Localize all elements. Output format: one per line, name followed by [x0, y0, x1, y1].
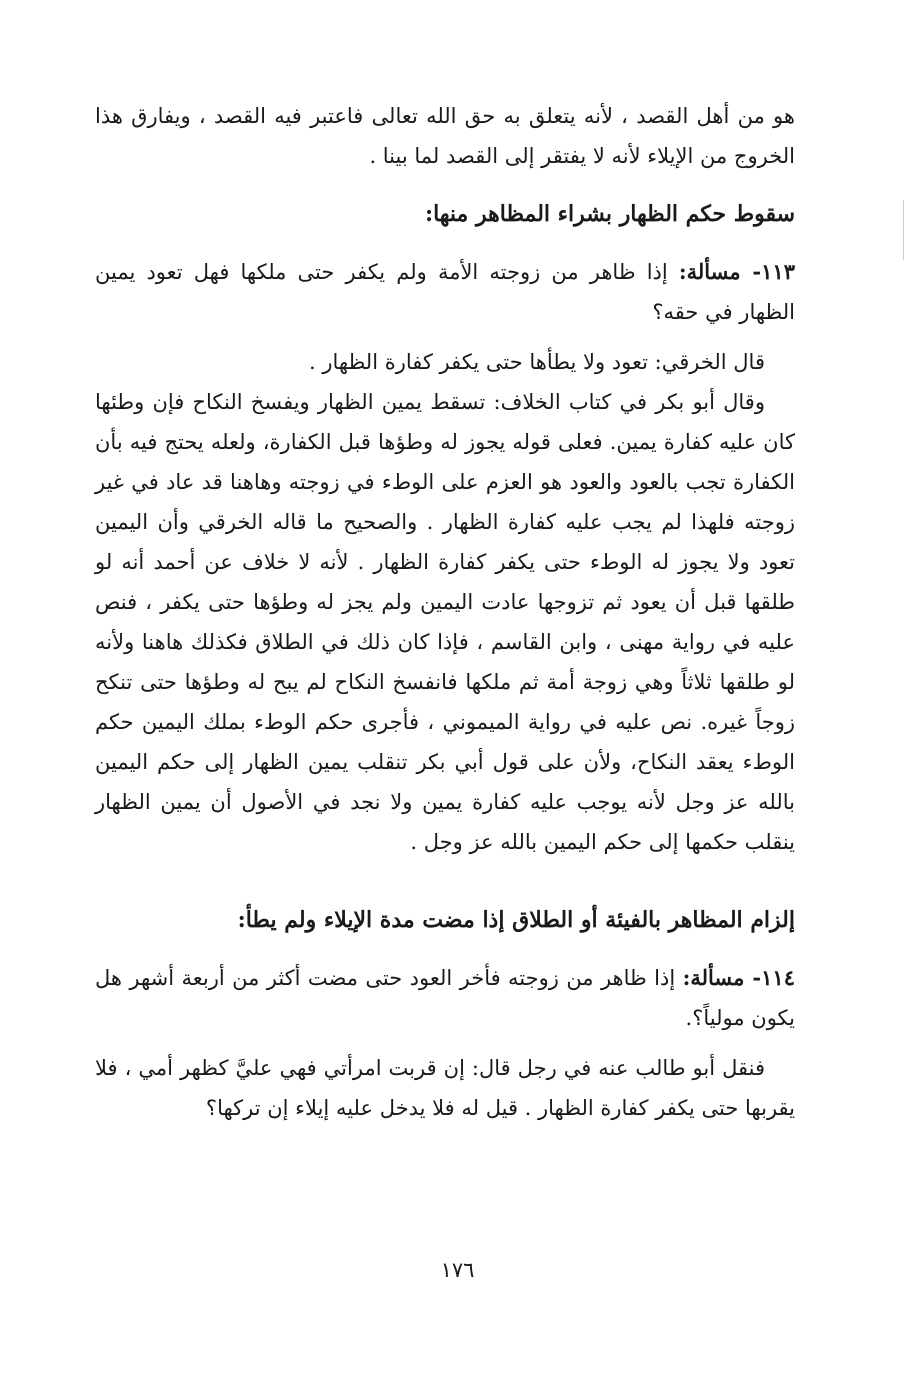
page-body — [95, 96, 795, 1128]
paragraph-abu-talib: فنقل أبو طالب عنه في رجل قال: إن قربت امرأتي فهي عليَّ كظهر أمي ، فلا يقربها حتى يكفر كفارة الظهار . قيل له فلا يدخل عليه إيلاء إن تركها؟ — [95, 1056, 795, 1120]
section-heading-2: إلزام المظاهر بالفيئة أو الطلاق إذا مضت مدة الإيلاء ولم يطأ: — [237, 907, 795, 933]
question-114-text: إذا ظاهر من زوجته فأخر العود حتى مضت أكثر من أربعة أشهر هل يكون مولياً؟. — [95, 966, 795, 1030]
paragraph-abu-bakr: وقال أبو بكر في كتاب الخلاف: تسقط يمين الظهار ويفسخ النكاح فإن وطئها كان عليه كفارة يمين. فعلى قوله يجوز له وطؤها قبل الكفارة، ولعله يحتج فيه بأن الكفارة تجب بالعود والعود هو العزم على الوطء في زوجته وهاهنا قد عاد في غير زوجته فلهذا لم يجب عليه كفارة الظهار . والصحيح ما قاله الخرقي وأن اليمين تعود ولا يجوز له الوطء حتى يكفر كفارة الظهار . لأنه لا خلاف عن أحمد أنه لو طلقها قبل أن يعود ثم تزوجها عادت اليمين ولم يجز له وطؤها حتى يكفر ، فنص عليه في رواية مهنى ، وابن القاسم ، فإذا كان ذلك في الطلاق فكذلك هاهنا ولأنه لو طلقها ثلاثاً وهي زوجة أمة ثم ملكها فانفسخ النكاح لم يبح له وطؤها حتى تنكح زوجاً غيره. نص عليه في رواية الميموني ، فأجرى حكم الوطء بملك اليمين حكم الوطء يعقد النكاح، ولأن على قول أبي بكر تنقلب يمين الظهار إلى حكم اليمين بالله عز وجل لأنه يوجب عليه كفارة يمين ولا نجد في الأصول أن يمين الظهار ينقلب حكمها إلى حكم اليمين بالله عز وجل . — [95, 390, 795, 854]
question-113-number: ١١٣- مسألة: — [678, 259, 795, 284]
question-113 — [95, 252, 795, 332]
question-114 — [95, 958, 795, 1038]
paragraph-continued: هو من أهل القصد ، لأنه يتعلق به حق الله تعالى فاعتبر فيه القصد ، ويفارق هذا الخروج من الإيلاء لأنه لا يفتقر إلى القصد لما بينا . — [95, 104, 795, 168]
paragraph-kharaqi: قال الخرقي: تعود ولا يطأها حتى يكفر كفارة الظهار . — [309, 350, 765, 374]
section-heading-1: سقوط حكم الظهار بشراء المظاهر منها: — [424, 201, 795, 227]
page-number: ١٧٦ — [440, 1258, 475, 1282]
question-114-number: ١١٤- مسألة: — [682, 965, 795, 990]
question-113-text: إذا ظاهر من زوجته الأمة ولم يكفر حتى ملكها فهل تعود يمين الظهار في حقه؟ — [95, 260, 795, 324]
scan-edge-mark — [903, 200, 904, 260]
